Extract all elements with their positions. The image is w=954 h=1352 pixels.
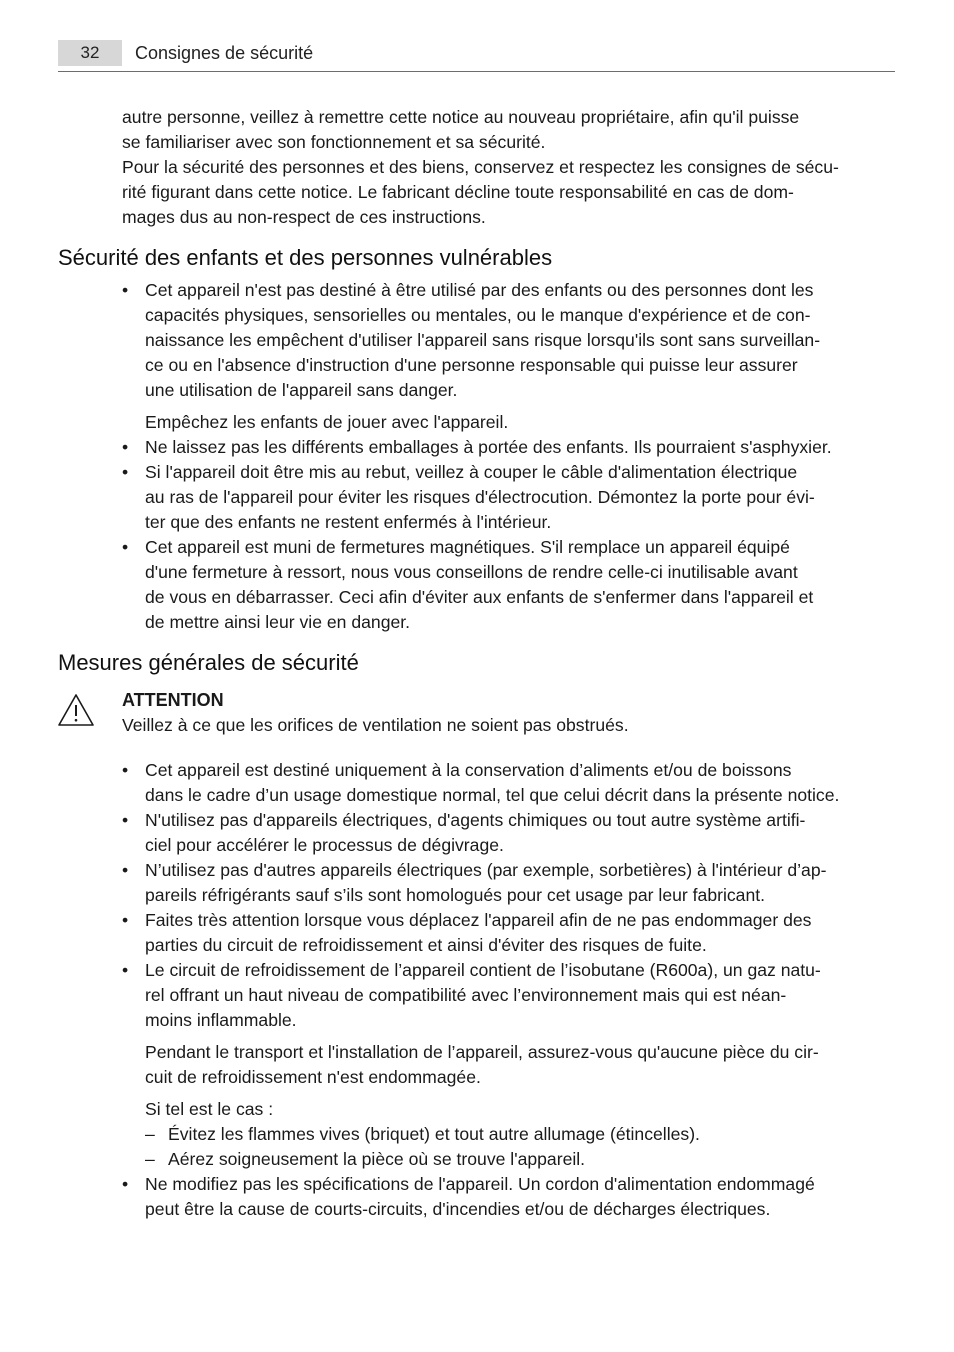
section-heading-general: Mesures générales de sécurité xyxy=(58,650,359,675)
warning-title: ATTENTION xyxy=(122,690,224,710)
list-item xyxy=(122,460,900,535)
text-line: capacités physiques, sensorielles ou mentales, ou le manque d'expérience et de con- xyxy=(145,305,811,325)
text-line: parties du circuit de refroidissement et ainsi d'éviter des risques de fuite. xyxy=(145,935,707,955)
bullet-icon: • xyxy=(122,860,129,880)
text-line: moins inflammable. xyxy=(145,1010,297,1030)
list-item xyxy=(122,278,900,435)
text-line: Ne modifiez pas les spécifications de l'appareil. Un cordon d'alimentation endommagé xyxy=(145,1174,815,1194)
text-line: de vous en débarrasser. Ceci afin d'éviter aux enfants de s'enfermer dans l'appareil et xyxy=(145,587,814,607)
text-line: Le circuit de refroidissement de l’appareil contient de l’isobutane (R600a), un gaz natu- xyxy=(145,960,821,980)
text-line: peut être la cause de courts-circuits, d'incendies et/ou de décharges électriques. xyxy=(145,1199,771,1219)
header-title: Consignes de sécurité xyxy=(135,43,314,63)
bullet-icon: • xyxy=(122,960,129,980)
list-item xyxy=(122,435,900,460)
text-line: ter que des enfants ne restent enfermés à l'intérieur. xyxy=(145,512,552,532)
text-line: Pendant le transport et l'installation de l’appareil, assurez-vous qu'aucune pièce du cir- xyxy=(145,1042,819,1062)
dash-item xyxy=(122,1147,900,1172)
dash-item xyxy=(122,1122,900,1147)
section-heading-children: Sécurité des enfants et des personnes vulnérables xyxy=(58,245,553,270)
text-line: Empêchez les enfants de jouer avec l'appareil. xyxy=(145,412,509,432)
dash-icon: – xyxy=(145,1149,155,1169)
bullet-icon: • xyxy=(122,910,129,930)
text-line: Ne laissez pas les différents emballages à portée des enfants. Ils pourraient s'asphyxier. xyxy=(145,437,832,457)
list-item xyxy=(122,958,900,1122)
dash-text: Évitez les flammes vives (briquet) et tout autre allumage (étincelles). xyxy=(168,1124,700,1144)
list-item xyxy=(122,858,900,908)
bullet-icon: • xyxy=(122,760,129,780)
text-line: d'une fermeture à ressort, nous vous conseillons de rendre celle-ci inutilisable avant xyxy=(145,562,798,582)
bullet-icon: • xyxy=(122,280,129,300)
warning-triangle-icon xyxy=(57,693,95,727)
bullet-icon: • xyxy=(122,462,129,482)
bullet-icon: • xyxy=(122,437,129,457)
text-line: ciel pour accélérer le processus de dégivrage. xyxy=(145,835,504,855)
text-line: pareils réfrigérants sauf s’ils sont homologués pour cet usage par leur fabricant. xyxy=(145,885,766,905)
bullet-icon: • xyxy=(122,537,129,557)
text-line: dans le cadre d’un usage domestique normal, tel que celui décrit dans la présente notice. xyxy=(145,785,840,805)
page-number: 32 xyxy=(58,40,122,66)
text-line: une utilisation de l'appareil sans danger. xyxy=(145,380,458,400)
dash-text: Aérez soigneusement la pièce où se trouve l'appareil. xyxy=(168,1149,586,1169)
text-line: Cet appareil est destiné uniquement à la conservation d’aliments et/ou de boissons xyxy=(145,760,792,780)
bullet-icon: • xyxy=(122,810,129,830)
text-line: Si tel est le cas : xyxy=(145,1099,274,1119)
text-line: de mettre ainsi leur vie en danger. xyxy=(145,612,411,632)
text-line: mages dus au non-respect de ces instructions. xyxy=(122,207,486,227)
text-line: autre personne, veillez à remettre cette notice au nouveau propriétaire, afin qu'il puisse xyxy=(122,107,800,127)
text-line: N'utilisez pas d'appareils électriques, d'agents chimiques ou tout autre système artifi- xyxy=(145,810,806,830)
text-line: N’utilisez pas d'autres appareils électriques (par exemple, sorbetières) à l'intérieur d’ap- xyxy=(145,860,827,880)
text-line: ce ou en l'absence d'instruction d'une personne responsable qui puisse leur assurer xyxy=(145,355,798,375)
page-header xyxy=(58,40,895,72)
dash-icon: – xyxy=(145,1124,155,1144)
text-line: rel offrant un haut niveau de compatibilité avec l’environnement mais qui est néan- xyxy=(145,985,787,1005)
bullet-icon: • xyxy=(122,1174,129,1194)
text-line: Faites très attention lorsque vous déplacez l'appareil afin de ne pas endommager des xyxy=(145,910,812,930)
text-line: au ras de l'appareil pour éviter les risques d'électrocution. Démontez la porte pour évi- xyxy=(145,487,815,507)
list-item xyxy=(122,808,900,858)
text-line: se familiariser avec son fonctionnement et sa sécurité. xyxy=(122,132,546,152)
children-safety-list xyxy=(122,278,900,635)
text-line: Pour la sécurité des personnes et des biens, conservez et respectez les consignes de sécu- xyxy=(122,157,839,177)
text-line: rité figurant dans cette notice. Le fabricant décline toute responsabilité en cas de dom- xyxy=(122,182,794,202)
general-safety-list xyxy=(122,758,900,1222)
warning-text: Veillez à ce que les orifices de ventilation ne soient pas obstrués. xyxy=(122,715,629,735)
list-item xyxy=(122,908,900,958)
list-item xyxy=(122,1172,900,1222)
warning-box xyxy=(122,688,900,738)
list-item xyxy=(122,535,900,635)
intro-paragraph xyxy=(122,105,900,230)
list-item xyxy=(122,758,900,808)
text-line: Si l'appareil doit être mis au rebut, veillez à couper le câble d'alimentation électrique xyxy=(145,462,798,482)
text-line: cuit de refroidissement n'est endommagée. xyxy=(145,1067,481,1087)
text-line: naissance les empêchent d'utiliser l'appareil sans risque lorsqu'ils sont sans surveillan- xyxy=(145,330,821,350)
text-line: Cet appareil est muni de fermetures magnétiques. S'il remplace un appareil équipé xyxy=(145,537,790,557)
text-line: Cet appareil n'est pas destiné à être utilisé par des enfants ou des personnes dont les xyxy=(145,280,814,300)
